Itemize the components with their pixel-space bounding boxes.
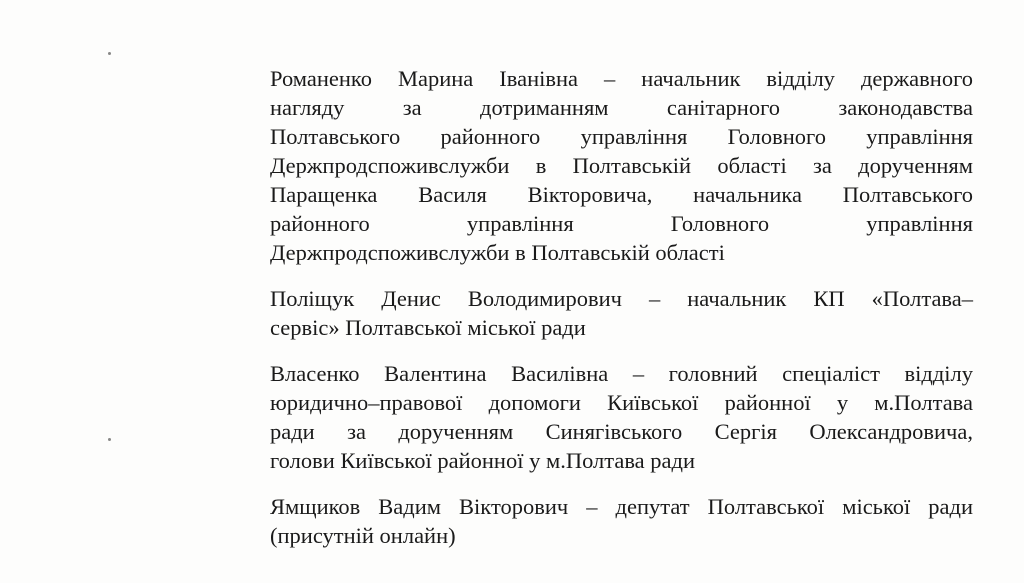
text-line: Власенко Валентина Василівна – головний спеціаліст відділу — [270, 361, 973, 386]
scan-speck — [108, 52, 111, 55]
text-line: Держпродспоживслужби в Полтавській області — [270, 240, 725, 265]
text-line: (присутній онлайн) — [270, 523, 456, 548]
text-line: Держпродспоживслужби в Полтавській області за дорученням — [270, 153, 973, 178]
attendee-entry-yamshchykov — [270, 492, 973, 550]
text-line: Полтавського районного управління Головного управління — [270, 124, 973, 149]
attendee-entry-vlasenko — [270, 359, 973, 475]
text-line: сервіс» Полтавської міської ради — [270, 315, 586, 340]
text-line: Поліщук Денис Володимирович – начальник КП «Полтава– — [270, 286, 973, 311]
scan-speck — [108, 438, 111, 441]
text-line: голови Київської районної у м.Полтава ради — [270, 448, 696, 473]
text-line: Ямщиков Вадим Вікторович – депутат Полтавської міської ради — [270, 494, 973, 519]
text-line: юридично–правової допомоги Київської районної у м.Полтава — [270, 390, 973, 415]
attendee-list — [270, 64, 973, 567]
text-line: нагляду за дотриманням санітарного законодавства — [270, 95, 973, 120]
attendee-entry-romanenko — [270, 64, 973, 267]
text-line: ради за дорученням Синягівського Сергія Олександровича, — [270, 419, 973, 444]
text-line: Паращенка Василя Вікторовича, начальника Полтавського — [270, 182, 973, 207]
text-line: районного управління Головного управління — [270, 211, 973, 236]
text-line: Романенко Марина Іванівна – начальник відділу державного — [270, 66, 973, 91]
attendee-entry-polishchuk — [270, 284, 973, 342]
